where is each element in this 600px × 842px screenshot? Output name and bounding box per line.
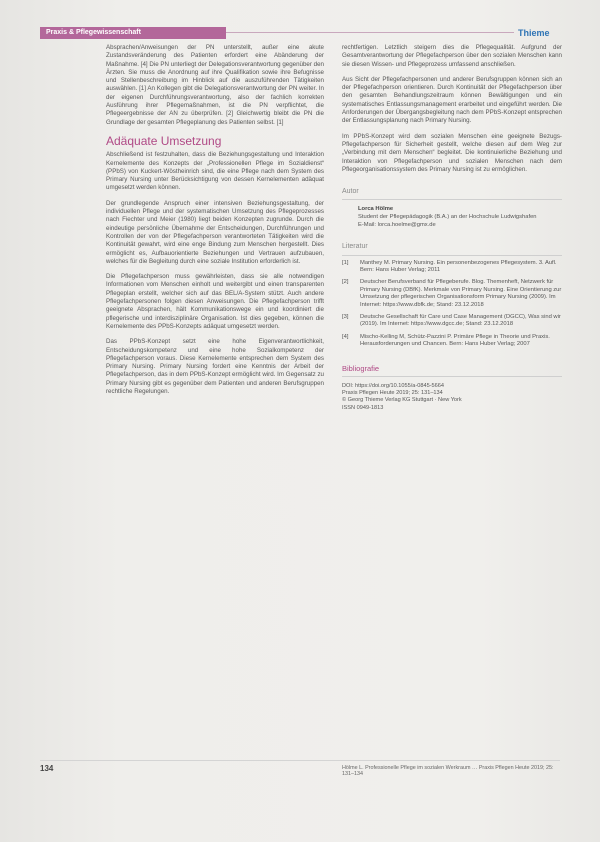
author-name: Lorca Hölme [358, 206, 394, 213]
bibliography-issn: ISSN 0949-1813 [342, 404, 384, 411]
reference-item [342, 279, 562, 309]
reference-item [342, 260, 562, 275]
section-label: Praxis & Pflegewissenschaft [40, 27, 226, 39]
right-column [342, 44, 562, 412]
references-title: Literatur [342, 243, 562, 255]
author-title: Autor [342, 188, 562, 200]
body-paragraph: Im PPbS-Konzept wird dem sozialen Menschen eine geeignete Bezugs-Pflegefachperson für Sicherheit gestellt, welche diesen auf dem Weg zur „Verbindung mit dem Menschen“ begleitet. Die kontinuierliche Beziehung und Interaktion von Pflegefachperson und sozialen Menschen nach dem Pflegeorganisationssystem des Primary Nursing ist zu ermöglichen. [342, 132, 562, 173]
reference-text: Mischo-Kelling M, Schütz-Pazzini P. Primäre Pflege in Theorie und Praxis. Herausforderungen und Chancen. Bern: Hans Huber Verlag; 2007 [360, 333, 550, 348]
bibliography-doi[interactable]: DOI: https://doi.org/10.1055/a-0845-5664 [342, 382, 444, 389]
reference-text: Manthey M. Primary Nursing. Ein personenbezogenes Pflegesystem. 3. Aufl. Bern: Hans Huber Verlag; 2011 [360, 259, 557, 273]
reference-item [342, 334, 562, 349]
body-paragraph: rechtfertigen. Letztlich steigern dies die Pflegequalität. Aufgrund der Gesamtverantwortung der Pflegefachperson über den sozialen Menschen kann sie diesen Wissen- und Pflegeprozess umfassend anschließen. [342, 44, 562, 68]
bibliography-copyright: © Georg Thieme Verlag KG Stuttgart · New York [342, 397, 462, 404]
section-heading: Adäquate Umsetzung [106, 133, 222, 148]
body-paragraph: Absprachen/Anweisungen der PN unterstellt, außer eine akute Zustandsveränderung des Patienten erfordert eine Abänderung der Maßnahme. [4] Die PN unterliegt der Delegationsverantwortung gegenüber den Ärzten. Sie muss die Anordnung auf ihre Qualifikation sowie ihre Befugnisse und Stellenbeschreibung im Hinblick auf die auszuführenden Tätigkeiten auswählen. [1] An Kollegen gibt die Delegationsverantwortung der PN weiter. In der eigenen Durchführungsverantwortung, also der fachlich korrekten Ausführung ihrer Pflegemaßnahmen, ist die PN verpflichtet, die Pflegeergebnisse der AN zu überprüfen. [2] Gleichwertig bleibt die PN die Grundlage der gesamten Pflegeplanung des Patienten selbst. [1] [106, 44, 324, 126]
reference-text: Deutscher Berufsverband für Pflegeberufe. Blog. Themenheft, Netzwerk für Primary Nursing (DBfK). Merkmale von Primary Nursing. Eine Orientierung zur Umsetzung der pflegerischen Organisationsform Primary Nursing (2009). Im Internet: https://www.dbfk.de; Stand: 23.12.2018 [360, 279, 562, 308]
header-rule [226, 32, 514, 33]
reference-number: [4] [342, 333, 349, 340]
bibliography-info [342, 383, 562, 412]
page-number: 134 [40, 764, 54, 773]
author-info [358, 206, 562, 229]
references-list [342, 260, 562, 349]
bibliography-title: Bibliografie [342, 365, 562, 377]
footer-rule [40, 760, 560, 761]
reference-number: [1] [342, 259, 349, 266]
author-affiliation: Student der Pflegepädagogik (B.A.) an der Hochschule Ludwigshafen [358, 214, 537, 221]
body-paragraph: Der grundlegende Anspruch einer intensiven Beziehungsgestaltung, der individuellen Pflege und der systematischen Umsetzung des Pflegeprozesses nach Fiechter und Meier (1980) liegt beiden Konzepten zugrunde. Durch die eindeutige persönliche Übernahme der Entscheidungen, Durchführungen und Kontrollen der von der Pflegefachperson verantworteten Tätigkeiten wird die Kontinuität gewahrt, wird eine enge Bindung zum Menschen hergestellt. Dies ermöglicht es, Aufbauorientierte Beziehungen und Vertrauen aufzubauen, welches für die Begleitung durch eine soziale Institution erforderlich ist. [106, 199, 324, 265]
body-paragraph: Die Pflegefachperson muss gewährleisten, dass sie alle notwendigen Informationen vom Menschen einholt und weitergibt und einen transparenten Pflegeplan erstellt, welcher sich auf das BEL/A-System stützt. Auch andere Pflegefachpersonen folgen diesen Anweisungen. Die Pflegefachperson trifft geeignete Absprachen, hält Kommunikationswege ein und koordiniert die pflegerische und interdisziplinäre Organisation. Ist dies gegeben, können die Kernelemente des PPbS-Konzepts adäquat umgesetzt werden. [106, 273, 324, 330]
reference-text: Deutsche Gesellschaft für Care und Case Management (DGCC), Was sind wir (2019). Im Internet: https://www.dgcc.de; Stand: 23.12.2018 [360, 313, 561, 328]
author-email[interactable]: E-Mail: lorca.hoelme@gmx.de [358, 221, 436, 228]
footer-citation: Hölme L. Professionelle Pflege im sozialen Werkraum … Praxis Pflegen Heute 2019; 25: 131–134 [342, 765, 554, 777]
body-paragraph: Abschließend ist festzuhalten, dass die Beziehungsgestaltung und Interaktion Kernelemente des Konzepts der „Professionellen Pflege im Sozialdienst“ (PPbS) von Kuckert-Wöstheinrich sind, die eine Pflege nach dem System des Primary Nursing unter Berücksichtigung von dessen Kernelementen adäquat umgesetzt werden können. [106, 151, 324, 192]
bibliography-citation: Praxis Pflegen Heute 2019; 25: 131–134 [342, 390, 443, 397]
body-paragraph: Aus Sicht der Pflegefachpersonen und anderer Berufsgruppen können sich an der Pflegefachperson orientieren. Durch Kontinuität der Pflegefachperson über den gesamten Behandlungszeitraum können Bewältigungen und ein systematisches Entlassungsmanagement erarbeitet und eingeführt werden. Die Anforderungen der Übergangsbegleitung nach dem PPbS-Konzept entsprechen der Entlassungsplanung nach Primary Nursing. [342, 75, 562, 125]
body-paragraph: Das PPbS-Konzept setzt eine hohe Eigenverantwortlichkeit, Entscheidungskompetenz und eine hohe Sozialkompetenz der Pflegefachperson voraus. Diese Kernelemente entsprechen dem System des Primary Nursing. Primary Nursing fordert eine Kenntnis der Arbeit der Pflegefachperson, das in dem PPbS-Konzept ermöglicht wird. Im Gegensatz zu Primary Nursing gibt es gegenüber dem Patienten und anderen Berufsgruppen rechtliche Regelungen. [106, 338, 324, 395]
reference-number: [2] [342, 279, 349, 286]
reference-number: [3] [342, 313, 349, 320]
publisher-logo: Thieme [518, 28, 550, 38]
reference-item [342, 314, 562, 329]
left-column [106, 44, 324, 403]
